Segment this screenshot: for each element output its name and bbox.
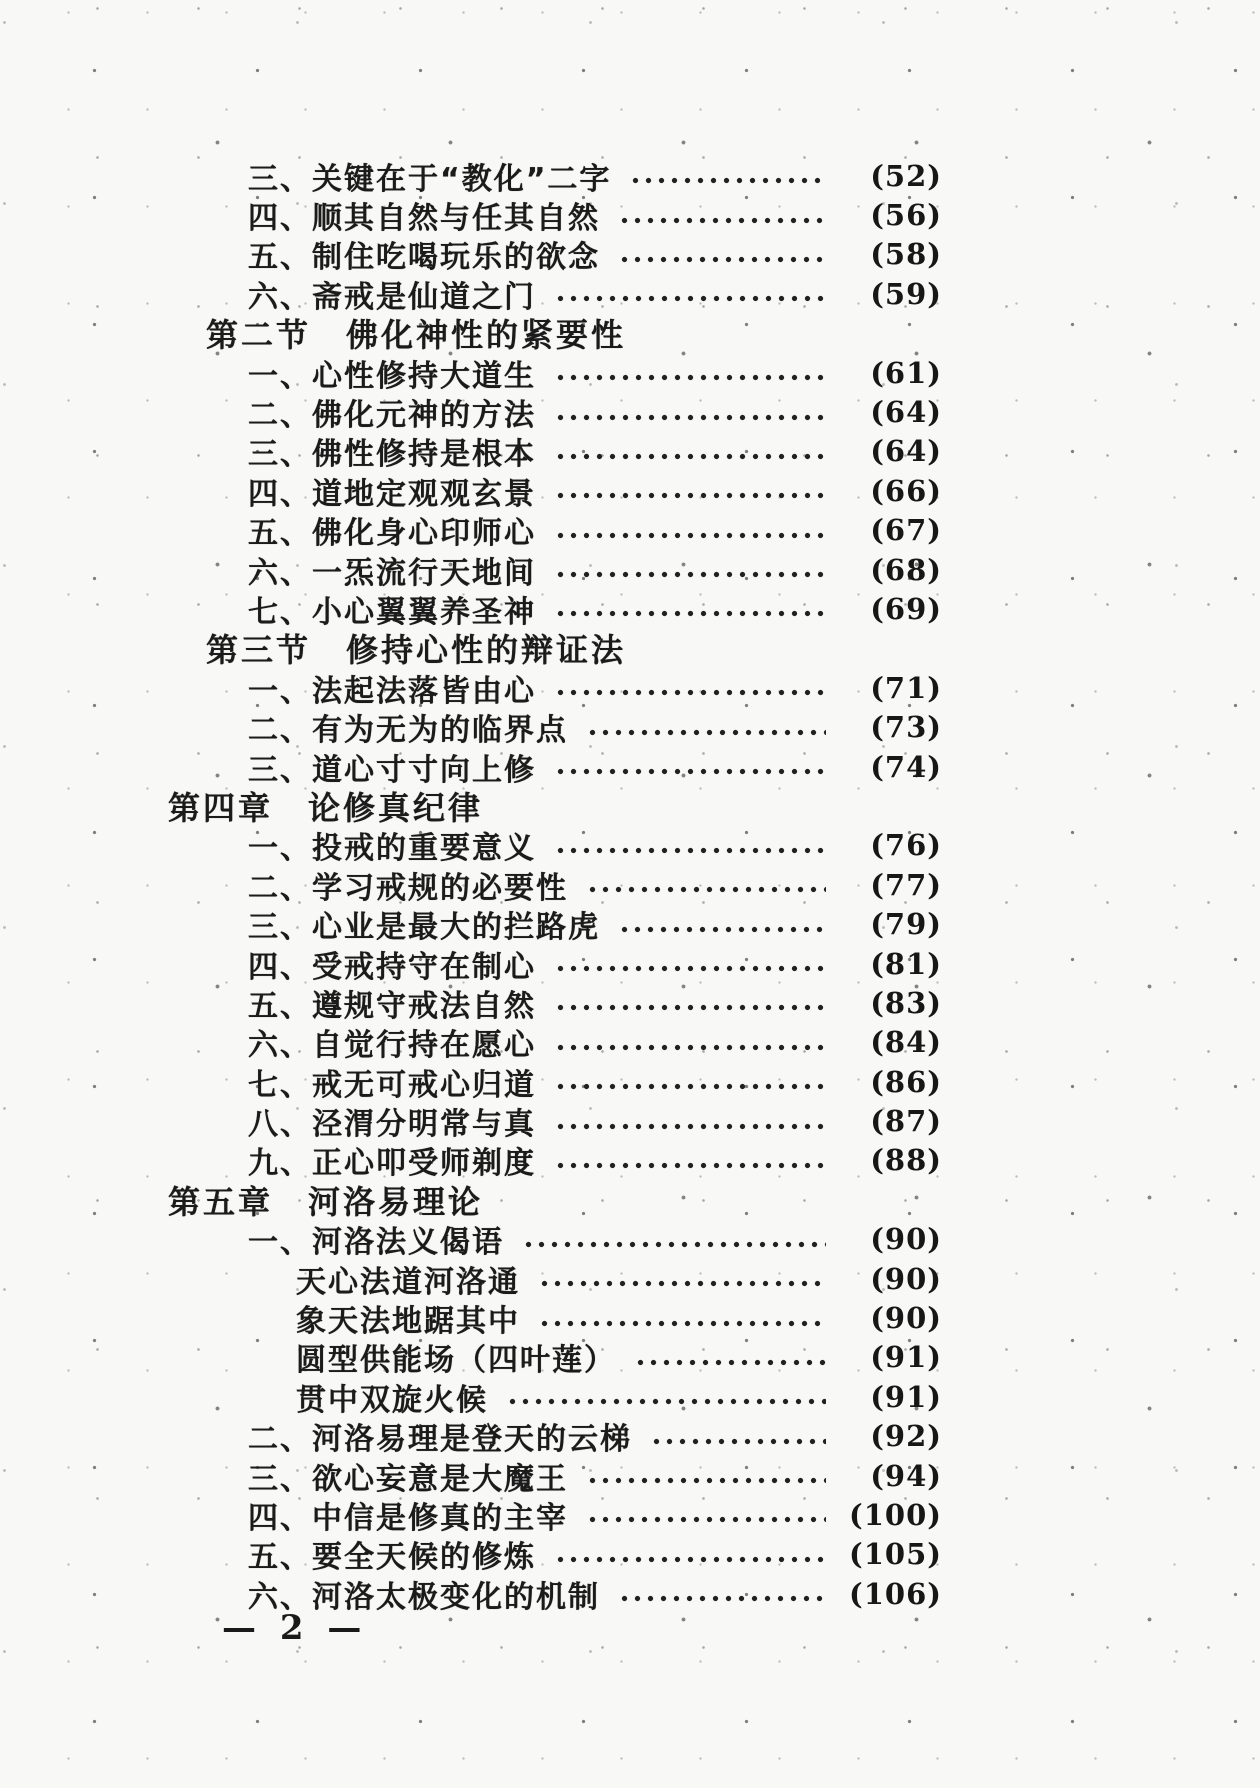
toc-entry-label: 一、法起法落皆由心 — [248, 673, 536, 709]
toc-entry-label: 一、河洛法义偈语 — [248, 1225, 504, 1261]
toc-row-subitem — [0, 1377, 1260, 1416]
dotted-leader — [618, 216, 826, 225]
toc-entry-label: 象天法地踞其中 — [296, 1304, 520, 1340]
toc-entry-page-number: (90) — [870, 1301, 942, 1336]
dotted-leader — [522, 1240, 826, 1249]
toc-entry-page-number: (83) — [870, 985, 942, 1020]
toc-entry-page-number: (88) — [870, 1143, 942, 1178]
toc-row-item — [0, 195, 1260, 237]
dotted-leader — [629, 176, 826, 185]
dotted-leader — [554, 609, 826, 618]
dotted-leader — [554, 373, 826, 382]
toc-row-item — [0, 274, 1260, 313]
toc-row-item — [0, 1062, 1260, 1101]
dotted-leader — [554, 294, 826, 303]
dotted-leader — [554, 452, 826, 461]
dotted-leader — [586, 885, 826, 894]
toc-row-item — [0, 1101, 1260, 1143]
toc-entry-label: 六、自觉行持在愿心 — [248, 1028, 536, 1064]
toc-entry-label: 六、河洛太极变化的机制 — [248, 1579, 600, 1615]
toc-entry-label: 二、有为无为的临界点 — [248, 713, 568, 749]
toc-entry-page-number: (94) — [870, 1458, 942, 1493]
toc-row-chapter — [0, 1180, 1260, 1219]
toc-entry-label: 三、佛性修持是根本 — [248, 437, 536, 473]
dotted-leader — [506, 1397, 826, 1406]
dotted-leader — [650, 1437, 826, 1446]
toc-row-item — [0, 392, 1260, 434]
dotted-leader — [554, 570, 826, 579]
toc-row-subitem — [0, 1259, 1260, 1298]
dotted-leader — [618, 255, 826, 264]
toc-entry-label: 四、受戒持守在制心 — [248, 949, 536, 985]
toc-row-chapter — [0, 786, 1260, 825]
toc-entry-page-number: (68) — [870, 552, 942, 587]
toc-row-item — [0, 1417, 1260, 1456]
toc-row-item — [0, 1535, 1260, 1574]
toc-row-item — [0, 353, 1260, 392]
toc-row-item — [0, 1141, 1260, 1180]
toc-row-item — [0, 668, 1260, 707]
toc-entry-page-number: (74) — [870, 749, 942, 784]
toc-row-subitem — [0, 1338, 1260, 1377]
toc-entry-page-number: (73) — [870, 710, 942, 745]
toc-entry-page-number: (86) — [870, 1064, 942, 1099]
toc-entry-label: 第二节 佛化神性的紧要性 — [206, 316, 627, 355]
toc-row-item — [0, 983, 1260, 1022]
toc-row-item — [0, 826, 1260, 865]
dotted-leader — [634, 1358, 826, 1367]
dotted-leader — [586, 1476, 826, 1485]
toc-entry-label: 五、佛化身心印师心 — [248, 516, 536, 552]
toc-entry-page-number: (66) — [870, 473, 942, 508]
toc-entry-label: 天心法道河洛通 — [296, 1264, 520, 1300]
toc-entry-page-number: (77) — [870, 867, 942, 902]
toc-entry-label: 八、泾渭分明常与真 — [248, 1107, 536, 1143]
toc-row-item — [0, 511, 1260, 550]
toc-entry-label: 二、佛化元神的方法 — [248, 398, 536, 434]
toc-entry-label: 第四章 论修真纪律 — [168, 788, 484, 827]
toc-entry-label: 二、学习戒规的必要性 — [248, 870, 568, 906]
dotted-leader — [554, 413, 826, 422]
toc-entry-label: 四、顺其自然与任其自然 — [248, 201, 600, 237]
toc-entry-page-number: (91) — [870, 1340, 942, 1375]
toc-row-item — [0, 156, 1260, 195]
toc-entry-label: 第五章 河洛易理论 — [168, 1182, 484, 1221]
toc-entry-page-number: (106) — [849, 1576, 942, 1611]
dotted-leader — [618, 925, 826, 934]
toc-entry-page-number: (105) — [849, 1537, 942, 1572]
dotted-leader — [554, 1161, 826, 1170]
toc-entry-page-number: (59) — [870, 276, 942, 311]
toc-entry-label: 五、制住吃喝玩乐的欲念 — [248, 240, 600, 276]
toc-row-item — [0, 1456, 1260, 1495]
toc-row-item — [0, 707, 1260, 749]
toc-row-item — [0, 904, 1260, 946]
page-number-footer: — 2 — — [222, 1608, 368, 1648]
toc-entry-page-number: (52) — [870, 158, 942, 193]
toc-row-section — [0, 314, 1260, 353]
toc-row-item — [0, 747, 1260, 786]
toc-row-subitem — [0, 1298, 1260, 1340]
toc-entry-label: 四、道地定观观玄景 — [248, 476, 536, 512]
dotted-leader — [618, 1594, 826, 1603]
dotted-leader — [554, 964, 826, 973]
dotted-leader — [554, 1082, 826, 1091]
toc-entry-page-number: (92) — [870, 1419, 942, 1454]
toc-entry-page-number: (71) — [870, 670, 942, 705]
toc-row-item — [0, 944, 1260, 983]
toc-entry-page-number: (56) — [870, 198, 942, 233]
toc-entry-page-number: (100) — [849, 1497, 942, 1532]
toc-entry-label: 七、小心翼翼养圣神 — [248, 595, 536, 630]
dotted-leader — [554, 767, 826, 776]
toc-entry-page-number: (81) — [870, 946, 942, 981]
dotted-leader — [538, 1319, 826, 1328]
table-of-contents — [0, 156, 1260, 1613]
dotted-leader — [586, 728, 826, 737]
dotted-leader — [554, 1003, 826, 1012]
toc-entry-label: 圆型供能场（四叶莲） — [296, 1343, 616, 1379]
dotted-leader — [554, 531, 826, 540]
toc-entry-label: 六、斋戒是仙道之门 — [248, 279, 536, 315]
toc-entry-page-number: (76) — [870, 828, 942, 863]
toc-entry-label: 六、一炁流行天地间 — [248, 555, 536, 591]
toc-row-item — [0, 235, 1260, 274]
dotted-leader — [554, 1043, 826, 1052]
toc-row-section — [0, 629, 1260, 668]
toc-row-item — [0, 865, 1260, 904]
toc-entry-page-number: (79) — [870, 907, 942, 942]
toc-entry-label: 五、要全天候的修炼 — [248, 1540, 536, 1576]
dotted-leader — [554, 1122, 826, 1131]
toc-entry-label: 三、心业是最大的拦路虎 — [248, 910, 600, 946]
toc-entry-page-number: (64) — [870, 395, 942, 430]
toc-entry-label: 三、关键在于“教化”二字 — [248, 161, 612, 197]
toc-entry-page-number: (61) — [870, 355, 942, 390]
toc-row-item — [0, 1023, 1260, 1062]
toc-entry-label: 四、中信是修真的主宰 — [248, 1500, 568, 1536]
dotted-leader — [586, 1515, 826, 1524]
toc-row-item — [0, 471, 1260, 510]
dotted-leader — [554, 688, 826, 697]
toc-entry-label: 一、心性修持大道生 — [248, 358, 536, 394]
dotted-leader — [554, 846, 826, 855]
toc-entry-label: 七、戒无可戒心归道 — [248, 1067, 536, 1103]
toc-entry-label: 贯中双旋火候 — [296, 1382, 488, 1418]
toc-entry-label: 五、遵规守戒法自然 — [248, 988, 536, 1024]
dotted-leader — [554, 491, 826, 500]
toc-row-item — [0, 1220, 1260, 1259]
toc-row-item — [0, 589, 1260, 628]
toc-entry-page-number: (84) — [870, 1025, 942, 1060]
toc-entry-label: 三、道心寸寸向上修 — [248, 752, 536, 788]
toc-entry-page-number: (87) — [870, 1104, 942, 1139]
toc-row-item — [0, 432, 1260, 471]
toc-entry-label: 九、正心叩受师剃度 — [248, 1146, 536, 1182]
toc-row-item — [0, 1495, 1260, 1534]
toc-entry-label: 第三节 修持心性的辩证法 — [206, 631, 627, 670]
toc-entry-page-number: (90) — [870, 1261, 942, 1296]
toc-entry-page-number: (58) — [870, 237, 942, 272]
toc-entry-page-number: (69) — [870, 591, 942, 626]
toc-row-item — [0, 550, 1260, 589]
toc-entry-label: 三、欲心妄意是大魔王 — [248, 1461, 568, 1497]
toc-entry-label: 一、投戒的重要意义 — [248, 831, 536, 867]
toc-entry-page-number: (90) — [870, 1222, 942, 1257]
toc-entry-page-number: (91) — [870, 1379, 942, 1414]
dotted-leader — [538, 1279, 826, 1288]
toc-entry-page-number: (67) — [870, 513, 942, 548]
toc-entry-label: 二、河洛易理是登天的云梯 — [248, 1422, 632, 1458]
dotted-leader — [554, 1555, 826, 1564]
toc-row-item — [0, 1574, 1260, 1613]
toc-entry-page-number: (64) — [870, 434, 942, 469]
